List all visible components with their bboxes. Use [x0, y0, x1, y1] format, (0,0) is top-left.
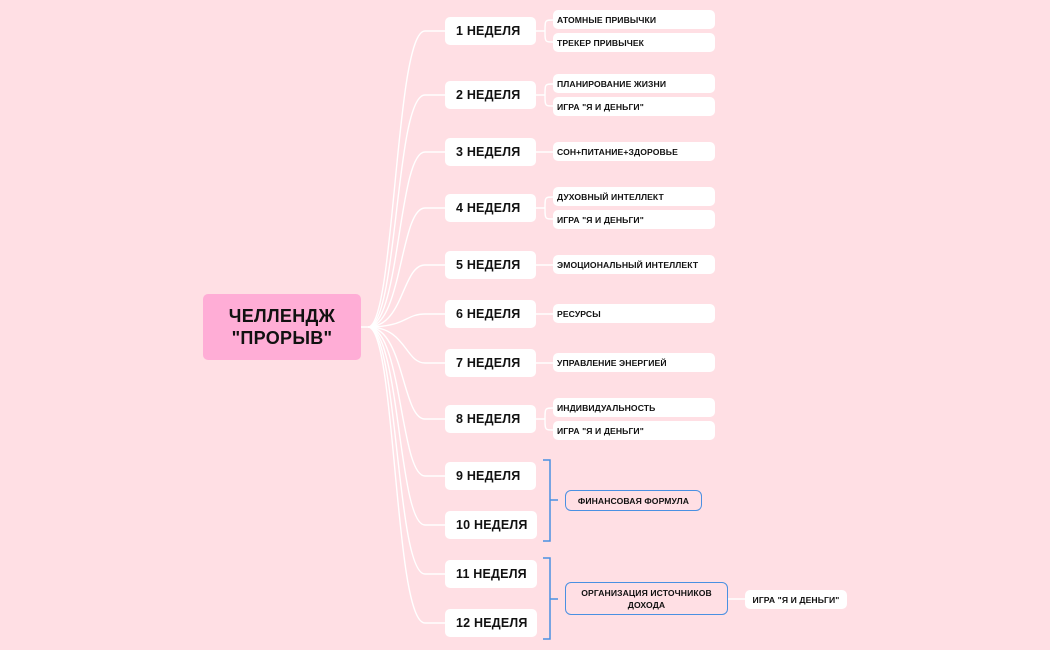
topic-node[interactable]: ТРЕКЕР ПРИВЫЧЕК: [553, 33, 715, 52]
root-title-line2: "ПРОРЫВ": [231, 328, 333, 348]
root-title-line1: ЧЕЛЛЕНДЖ: [228, 306, 336, 326]
week-node-10[interactable]: 10 НЕДЕЛЯ: [445, 511, 537, 539]
topic-node[interactable]: ИГРА "Я И ДЕНЬГИ": [553, 210, 715, 229]
topic-node[interactable]: ИНДИВИДУАЛЬНОСТЬ: [553, 398, 715, 417]
summary-node-income-sources[interactable]: [565, 582, 728, 615]
topic-node[interactable]: ЭМОЦИОНАЛЬНЫЙ ИНТЕЛЛЕКТ: [553, 255, 715, 274]
week-node-1[interactable]: 1 НЕДЕЛЯ: [445, 17, 536, 45]
topic-node[interactable]: ИГРА "Я И ДЕНЬГИ": [553, 421, 715, 440]
topic-node[interactable]: АТОМНЫЕ ПРИВЫЧКИ: [553, 10, 715, 29]
summary-label-line1: ОРГАНИЗАЦИЯ ИСТОЧНИКОВ: [581, 587, 712, 598]
summary-label-line2: ДОХОДА: [627, 599, 666, 610]
root-node[interactable]: [203, 294, 361, 360]
week-node-12[interactable]: 12 НЕДЕЛЯ: [445, 609, 537, 637]
week-node-7[interactable]: 7 НЕДЕЛЯ: [445, 349, 536, 377]
topic-node[interactable]: ИГРА "Я И ДЕНЬГИ": [553, 97, 715, 116]
topic-node[interactable]: СОН+ПИТАНИЕ+ЗДОРОВЬЕ: [553, 142, 715, 161]
week-node-11[interactable]: 11 НЕДЕЛЯ: [445, 560, 537, 588]
week-node-3[interactable]: 3 НЕДЕЛЯ: [445, 138, 536, 166]
week-node-4[interactable]: 4 НЕДЕЛЯ: [445, 194, 536, 222]
topic-node[interactable]: ДУХОВНЫЙ ИНТЕЛЛЕКТ: [553, 187, 715, 206]
topic-node[interactable]: РЕСУРСЫ: [553, 304, 715, 323]
week-node-5[interactable]: 5 НЕДЕЛЯ: [445, 251, 536, 279]
topic-node[interactable]: ПЛАНИРОВАНИЕ ЖИЗНИ: [553, 74, 715, 93]
week-node-9[interactable]: 9 НЕДЕЛЯ: [445, 462, 536, 490]
week-node-8[interactable]: 8 НЕДЕЛЯ: [445, 405, 536, 433]
week-node-2[interactable]: 2 НЕДЕЛЯ: [445, 81, 536, 109]
topic-node-money-game[interactable]: ИГРА "Я И ДЕНЬГИ": [745, 590, 847, 609]
week-node-6[interactable]: 6 НЕДЕЛЯ: [445, 300, 536, 328]
topic-node[interactable]: УПРАВЛЕНИЕ ЭНЕРГИЕЙ: [553, 353, 715, 372]
summary-node-financial-formula[interactable]: ФИНАНСОВАЯ ФОРМУЛА: [565, 490, 702, 511]
